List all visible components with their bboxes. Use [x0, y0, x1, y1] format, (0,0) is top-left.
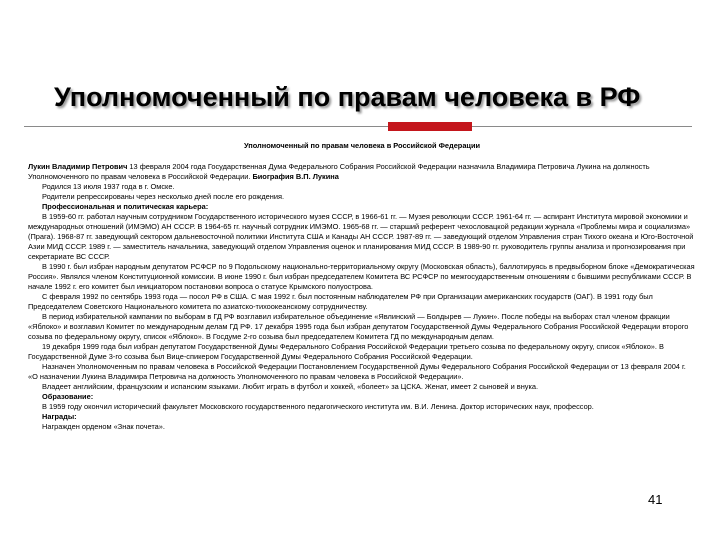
slide-title: Уполномоченный по правам человека в РФ — [54, 82, 641, 112]
career-paragraph: В период избирательной кампании по выборам в ГД РФ возглавил избирательное объединение «Явлинский — Болдырев — Лукин». После победы на выборах стал членом фракции «Яблоко» и возглавил Комитет по международным делам ГД РФ. 17 декабря 1995 года был избран депутатом Государственной Думы Федерального Собрания Российской Федерации второго созыва по федеральному округу, список «Яблоко». В Госдуме 2-го созыва был председателем Комитета ГД по международным делам. — [28, 312, 689, 341]
career-paragraph: С февраля 1992 по сентябрь 1993 года — посол РФ в США. С мая 1992 г. был постоянным наблюдателем РФ при Организации американских государств (ОАГ). В 1991 году был Председателем Советского Национального комитета по азиатско-тихоокеанскому сотрудничеству. — [28, 292, 653, 311]
slide-body — [28, 141, 696, 432]
page-number: 41 — [648, 492, 663, 507]
awards-heading: Награды: — [42, 412, 77, 421]
career-paragraph: Владеет английским, французским и испанским языками. Любит играть в футбол и хоккей, «болеет» за ЦСКА. Женат, имеет 2 сыновей и внука. — [42, 382, 539, 391]
career-paragraph: 19 декабря 1999 года был избран депутатом Государственной Думы Федерального Собрания Российской Федерации третьего созыва по федеральному округу, список «Яблоко». В Государственной Думе 3-го созыва был Вице-спикером Государственной Думы Федерального Собрания Российской Федерации. — [28, 342, 664, 361]
awards-paragraph: Награжден орденом «Знак почета». — [42, 422, 165, 431]
career-paragraph: В 1990 г. был избран народным депутатом РСФСР по 9 Подольскому национально-территориальному округу (Московская область), баллотируясь в предвыборном блоке «Демократическая Россия». Являлся членом Конституционной комиссии. В июне 1990 г. был избран председателем Комитета ВС РСФСР по межгосударственным отношениям с бывшими республиками СССР. В начале 1992 г. его комитет был инициатором постановки вопроса о статусе Крымского полуострова. — [28, 262, 695, 291]
intro-paragraph — [28, 162, 696, 182]
career-paragraph: Назначен Уполномоченным по правам человека в Российской Федерации Постановлением Государственной Думы Федерального Собрания Российской Федерации от 13 февраля 2004 г. «О назначении Лукина Владимира Петровича на должность Уполномоченного по правам человека в Российской Федерации». — [28, 362, 686, 381]
career-paragraph: В 1959-60 гг. работал научным сотрудником Государственного исторического музея СССР, в 1966-61 гг. — Музея революции СССР. 1961-64 гг. — аспирант Института мировой экономики и международных отношений (ИМЭМО) АН СССР. В 1964-65 гг. научный сотрудник ИМЭМО. 1965-68 гг. — старший референт чехословацкой редакции журнала «Проблемы мира и социализма» (Прага). 1968-87 гг. заведующий сектором дальневосточной политики Института США и Канады АН СССР. 1987-89 гг. — заведующий отделом Управления стран Тихого океана и Юго-Восточной Азии МИД СССР. 1989 г. — заместитель начальника, заведующий отделом Управления оценок и планирования МИД СССР. В 1989-90 гг. руководитель группы анализа и прогнозирования при секретариате ВС СССР. — [28, 212, 694, 261]
education-heading: Образование: — [42, 392, 94, 401]
born-paragraph: Родился 13 июля 1937 года в г. Омске. — [42, 182, 175, 191]
parents-paragraph: Родители репрессированы через несколько дней после его рождения. — [42, 192, 285, 201]
title-underline — [24, 126, 692, 127]
title-accent-bar — [388, 122, 472, 131]
bio-title: Биография В.П. Лукина — [252, 172, 339, 181]
career-heading: Профессиональная и политическая карьера: — [42, 202, 209, 211]
education-paragraph: В 1959 году окончил исторический факультет Московского государственного педагогического института им. В.И. Ленина. Доктор исторических наук, профессор. — [42, 402, 594, 411]
intro-text: 13 февраля 2004 года Государственная Дума Федерального Собрания Российской Федерации назначила Владимира Петровича Лукина на должность Уполномоченного по правам человека в Российской Федерации. — [28, 162, 650, 181]
intro-name: Лукин Владимир Петрович — [28, 162, 128, 171]
body-heading: Уполномоченный по правам человека в Российской Федерации — [243, 141, 481, 150]
